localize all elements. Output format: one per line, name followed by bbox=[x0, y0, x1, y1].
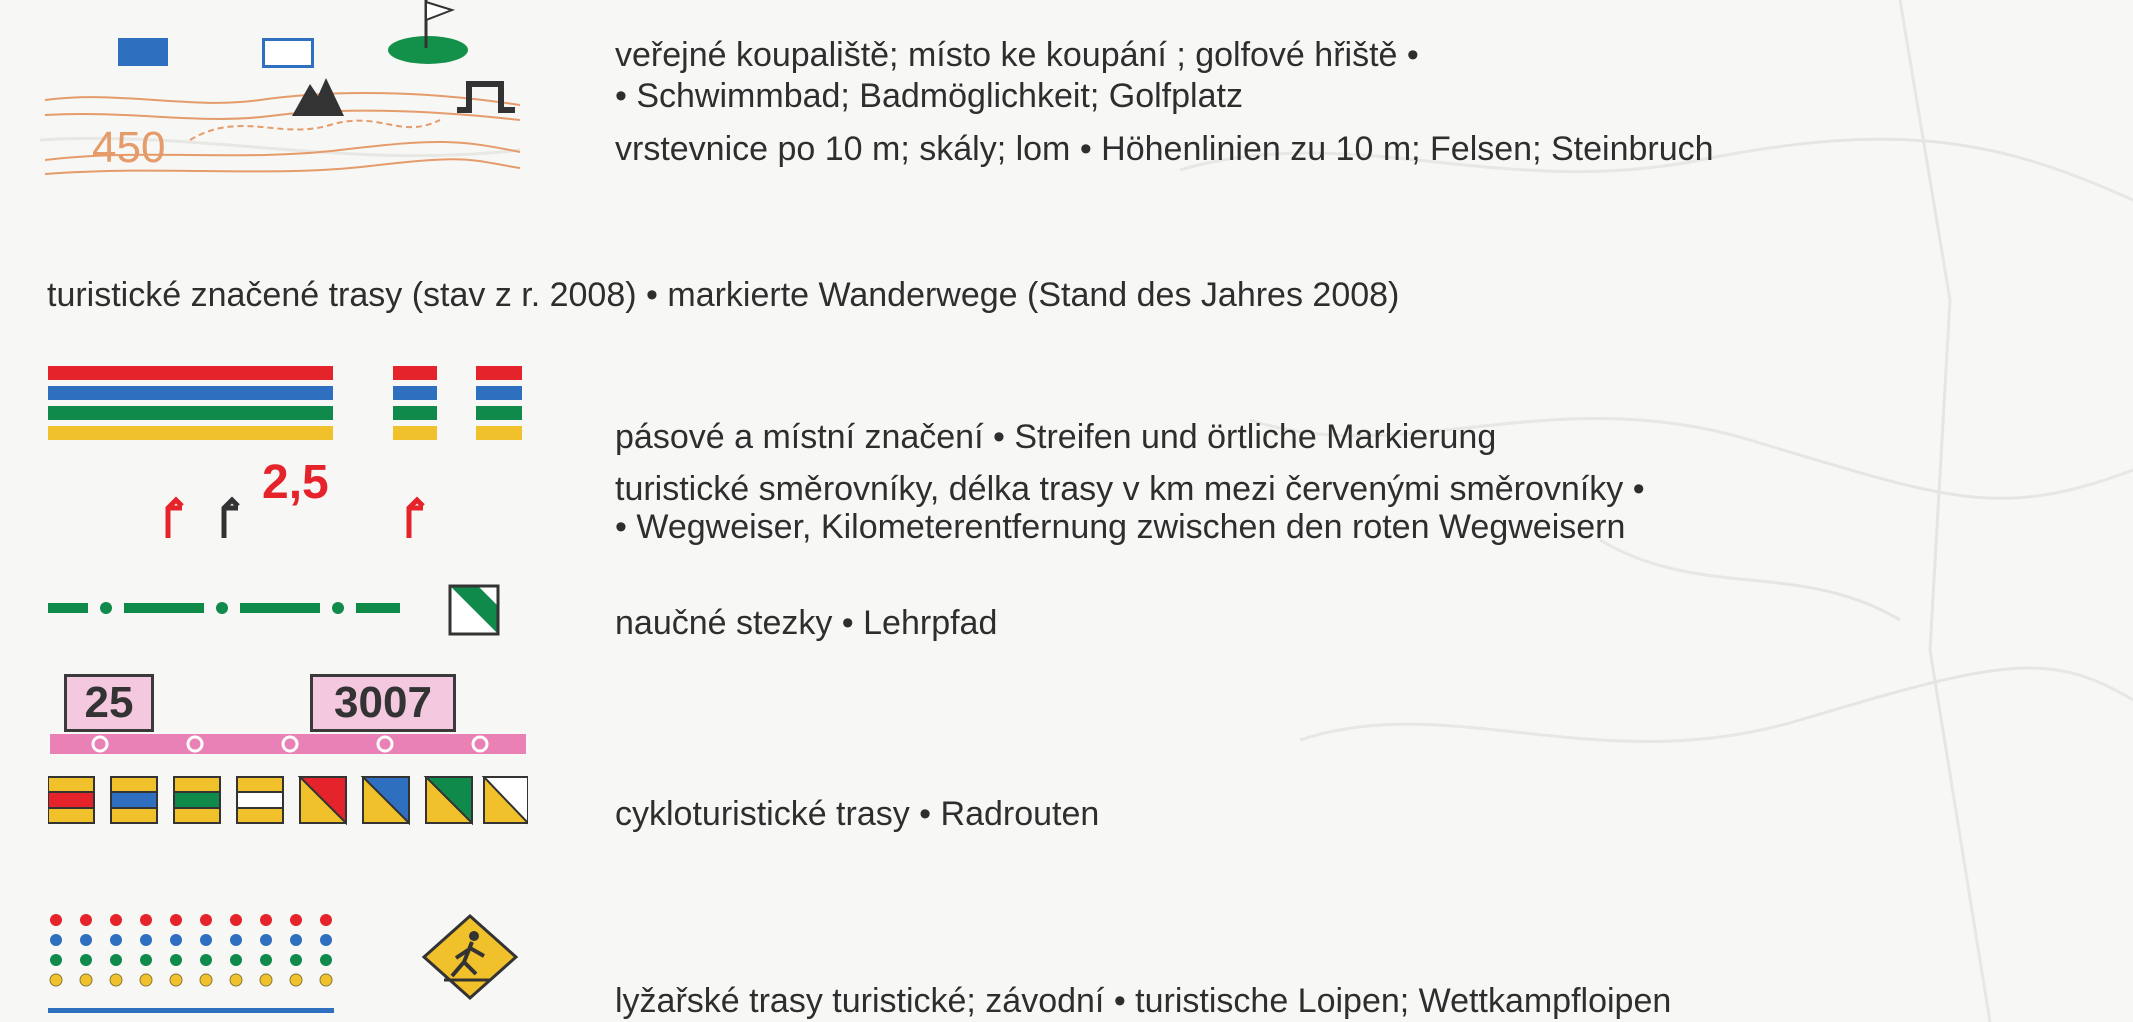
ski-trail-dot bbox=[230, 914, 242, 926]
ski-trail-dot bbox=[170, 914, 182, 926]
ski-trail-dot bbox=[170, 974, 182, 986]
ski-trail-dot bbox=[110, 954, 122, 966]
ski-trail-dot bbox=[200, 974, 212, 986]
legend-row1-text-a: veřejné koupaliště; místo ke koupání ; golfové hřiště • bbox=[615, 36, 1419, 74]
ski-trail-dot bbox=[140, 974, 152, 986]
ski-trail-dot bbox=[320, 934, 332, 946]
ski-trail-dot bbox=[140, 934, 152, 946]
ski-trail-dot bbox=[200, 954, 212, 966]
ski-trail-dot bbox=[50, 974, 62, 986]
legend-row5-text: naučné stezky • Lehrpfad bbox=[615, 604, 998, 642]
swimming-pool-icon bbox=[118, 38, 168, 66]
ski-trail-dot bbox=[230, 934, 242, 946]
bathing-place-icon bbox=[262, 38, 314, 68]
ski-trail-dot bbox=[290, 914, 302, 926]
ski-trail-dot bbox=[260, 954, 272, 966]
nature-trail-line-symbol bbox=[48, 596, 408, 620]
legend-row2-text: vrstevnice po 10 m; skály; lom • Höhenlinien zu 10 m; Felsen; Steinbruch bbox=[615, 130, 1714, 168]
ski-trail-dot bbox=[50, 954, 62, 966]
skier-icon bbox=[420, 912, 520, 1002]
ski-trail-dot bbox=[260, 914, 272, 926]
ski-trail-dot bbox=[260, 974, 272, 986]
legend-row4-text-a: turistické směrovníky, délka trasy v km mezi červenými směrovníky • bbox=[615, 470, 1645, 508]
golf-course-icon bbox=[380, 0, 490, 70]
nature-trail-sign-icon bbox=[448, 584, 500, 636]
cycle-route-markers bbox=[48, 776, 528, 826]
ski-trail-dot bbox=[170, 954, 182, 966]
contour-elevation-label: 450 bbox=[92, 123, 166, 172]
ski-trail-dot bbox=[170, 934, 182, 946]
ski-trail-dot bbox=[260, 934, 272, 946]
stripe-markings-symbol bbox=[48, 366, 528, 446]
ski-trail-dot bbox=[80, 914, 92, 926]
quarry-icon bbox=[455, 78, 517, 114]
ski-trail-dot bbox=[320, 914, 332, 926]
ski-trail-dot bbox=[320, 974, 332, 986]
legend-row1-text-b: • Schwimmbad; Badmöglichkeit; Golfplatz bbox=[615, 77, 1243, 115]
ski-trail-dot bbox=[80, 954, 92, 966]
cycle-route-number: 25 bbox=[64, 674, 154, 732]
ski-trail-dot bbox=[200, 914, 212, 926]
ski-trail-dot bbox=[200, 934, 212, 946]
ski-trail-dot bbox=[110, 934, 122, 946]
legend-row3-text: pásové a místní značení • Streifen und örtliche Markierung bbox=[615, 418, 1497, 456]
ski-trail-dot bbox=[50, 914, 62, 926]
ski-trail-dots-symbol bbox=[48, 910, 348, 1022]
cycle-route-line-symbol bbox=[50, 730, 530, 758]
ski-trail-dot bbox=[80, 974, 92, 986]
ski-trail-dot bbox=[110, 914, 122, 926]
trails-heading: turistické značené trasy (stav z r. 2008) • markierte Wanderwege (Stand des Jahres 2008) bbox=[47, 276, 1400, 314]
signpost-icon bbox=[405, 496, 429, 540]
ski-trail-dot bbox=[230, 974, 242, 986]
legend-row4-text-b: • Wegweiser, Kilometerentfernung zwischen den roten Wegweisern bbox=[615, 508, 1626, 546]
ski-trail-dot bbox=[140, 954, 152, 966]
signpost-icon bbox=[220, 496, 244, 540]
ski-trail-dot bbox=[320, 954, 332, 966]
legend-row6-text: cykloturistické trasy • Radrouten bbox=[615, 795, 1100, 833]
ski-trail-dot bbox=[230, 954, 242, 966]
ski-trail-dot bbox=[50, 934, 62, 946]
ski-trail-dot bbox=[80, 934, 92, 946]
ski-trail-dot bbox=[110, 974, 122, 986]
ski-trail-dot bbox=[140, 914, 152, 926]
ski-trail-dot bbox=[290, 934, 302, 946]
rock-icon bbox=[290, 74, 346, 118]
signpost-icon bbox=[164, 496, 188, 540]
distance-label: 2,5 bbox=[262, 456, 329, 509]
ski-trail-dot bbox=[290, 954, 302, 966]
cycle-route-number: 3007 bbox=[310, 674, 456, 732]
ski-trail-dot bbox=[290, 974, 302, 986]
legend-row7-text: lyžařské trasy turistické; závodní • turistische Loipen; Wettkampfloipen bbox=[615, 982, 1672, 1020]
